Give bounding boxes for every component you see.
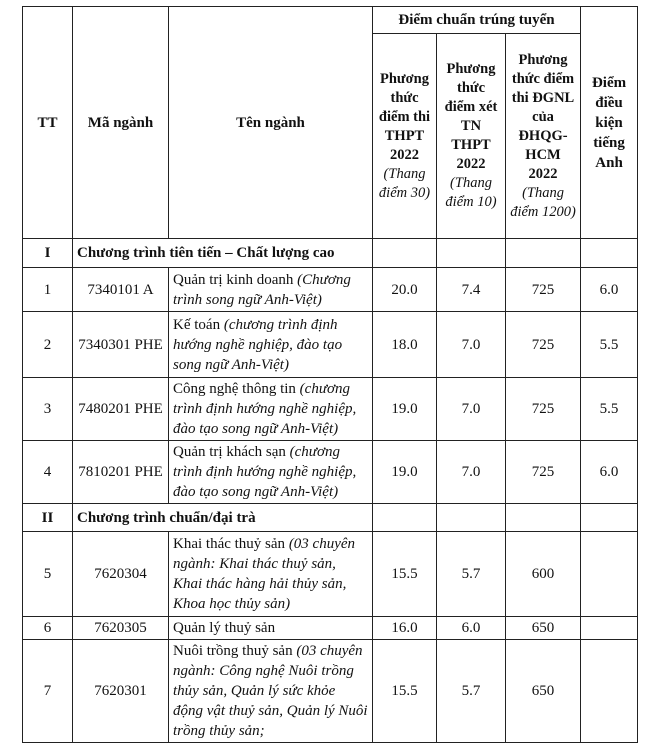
row-english: 5.5 xyxy=(581,312,638,378)
header-method-thpt xyxy=(373,34,437,239)
row-code: 7620304 xyxy=(73,532,169,617)
row-name-text: Kế toán xyxy=(173,316,224,333)
method-scale: (Thang điểm 1200) xyxy=(510,184,576,220)
section-title: Chương trình tiên tiến – Chất lượng cao xyxy=(73,239,373,268)
row-english: 6.0 xyxy=(581,441,638,504)
row-code: 7480201 PHE xyxy=(73,378,169,441)
header-row-top xyxy=(23,7,638,34)
row-name-text: Quản trị kinh doanh xyxy=(173,271,298,288)
method-title: Phương thức điểm thi ĐGNL của ĐHQG-HCM 2022 xyxy=(511,51,575,182)
header-code: Mã ngành xyxy=(73,7,169,239)
row-code: 7340101 A xyxy=(73,268,169,312)
row-name xyxy=(169,268,373,312)
row-english xyxy=(581,617,638,640)
admission-score-table xyxy=(22,6,638,743)
row-name-text: Quản lý thuỷ sản xyxy=(173,620,276,636)
row-name-text: Công nghệ thông tin xyxy=(173,381,300,397)
header-method-tn xyxy=(437,34,506,239)
row-score-dgnl: 600 xyxy=(506,532,581,617)
row-score-tn: 5.7 xyxy=(437,640,506,743)
row-score-thpt: 19.0 xyxy=(373,378,437,441)
row-tt: 3 xyxy=(23,378,73,441)
row-score-dgnl: 725 xyxy=(506,268,581,312)
row-name-text: Quản trị khách sạn xyxy=(173,444,290,460)
section-row xyxy=(23,504,638,532)
row-score-dgnl: 725 xyxy=(506,441,581,504)
row-english: 6.0 xyxy=(581,268,638,312)
method-title: Phương thức điểm xét TN THPT 2022 xyxy=(444,61,498,172)
row-name-note: (chương trình định hướng nghề nghiệp, đào tạo song ngữ Anh-Việt) xyxy=(173,381,357,437)
empty-cell xyxy=(581,504,638,532)
row-score-tn: 7.0 xyxy=(437,312,506,378)
row-name xyxy=(169,640,373,743)
row-score-tn: 7.0 xyxy=(437,441,506,504)
row-name-note: (03 chuyên ngành: Khai thác thuỷ sản, Khai thác hàng hải thủy sản, Khoa học thủy sản) xyxy=(173,536,356,612)
row-name xyxy=(169,441,373,504)
row-name-note: (chương trình định hướng nghề nghiệp, đào tạo song ngữ Anh-Việt) xyxy=(173,316,343,373)
empty-cell xyxy=(373,504,437,532)
empty-cell xyxy=(581,239,638,268)
row-name-text: Nuôi trồng thuỷ sản xyxy=(173,643,297,659)
row-score-thpt: 15.5 xyxy=(373,640,437,743)
row-tt: 7 xyxy=(23,640,73,743)
row-score-thpt: 16.0 xyxy=(373,617,437,640)
row-name xyxy=(169,532,373,617)
row-code: 7810201 PHE xyxy=(73,441,169,504)
row-score-dgnl: 725 xyxy=(506,378,581,441)
row-name-note: (Chương trình song ngữ Anh-Việt) xyxy=(173,271,351,308)
section-tt: I xyxy=(23,239,73,268)
row-name xyxy=(169,312,373,378)
empty-cell xyxy=(437,239,506,268)
section-tt: II xyxy=(23,504,73,532)
row-score-dgnl: 650 xyxy=(506,617,581,640)
row-tt: 1 xyxy=(23,268,73,312)
row-name xyxy=(169,378,373,441)
row-name xyxy=(169,617,373,640)
row-score-thpt: 19.0 xyxy=(373,441,437,504)
row-name-text: Khai thác thuỷ sản xyxy=(173,536,289,552)
empty-cell xyxy=(506,504,581,532)
table-row xyxy=(23,312,638,378)
header-tt: TT xyxy=(23,7,73,239)
table-row xyxy=(23,532,638,617)
empty-cell xyxy=(437,504,506,532)
row-score-thpt: 20.0 xyxy=(373,268,437,312)
table-row xyxy=(23,268,638,312)
row-code: 7340301 PHE xyxy=(73,312,169,378)
row-tt: 6 xyxy=(23,617,73,640)
row-score-tn: 5.7 xyxy=(437,532,506,617)
section-row xyxy=(23,239,638,268)
row-score-thpt: 15.5 xyxy=(373,532,437,617)
header-group: Điểm chuẩn trúng tuyển xyxy=(373,7,581,34)
header-name: Tên ngành xyxy=(169,7,373,239)
empty-cell xyxy=(506,239,581,268)
header-method-dgnl xyxy=(506,34,581,239)
row-tt: 2 xyxy=(23,312,73,378)
row-english xyxy=(581,640,638,743)
row-tt: 4 xyxy=(23,441,73,504)
empty-cell xyxy=(373,239,437,268)
row-score-tn: 7.0 xyxy=(437,378,506,441)
row-english: 5.5 xyxy=(581,378,638,441)
table-row xyxy=(23,640,638,743)
table-row xyxy=(23,441,638,504)
method-scale: (Thang điểm 30) xyxy=(378,165,431,201)
header-english: Điểm điều kiện tiếng Anh xyxy=(581,7,638,239)
method-scale: (Thang điểm 10) xyxy=(445,175,497,210)
row-name-note: (chương trình định hướng nghề nghiệp, đào tạo song ngữ Anh-Việt) xyxy=(173,444,357,500)
row-score-tn: 6.0 xyxy=(437,617,506,640)
row-score-tn: 7.4 xyxy=(437,268,506,312)
table-row xyxy=(23,378,638,441)
row-code: 7620301 xyxy=(73,640,169,743)
row-english xyxy=(581,532,638,617)
row-tt: 5 xyxy=(23,532,73,617)
method-title: Phương thức điểm thi THPT 2022 xyxy=(378,70,431,163)
row-code: 7620305 xyxy=(73,617,169,640)
row-score-dgnl: 650 xyxy=(506,640,581,743)
row-name-note: (03 chuyên ngành: Công nghệ Nuôi trồng thủy sản, Quản lý sức khỏe động vật thuỷ sản, Quản lý Nuôi trồng thủy sản; xyxy=(173,643,368,739)
row-score-dgnl: 725 xyxy=(506,312,581,378)
row-score-thpt: 18.0 xyxy=(373,312,437,378)
table-row xyxy=(23,617,638,640)
section-title: Chương trình chuẩn/đại trà xyxy=(73,504,373,532)
